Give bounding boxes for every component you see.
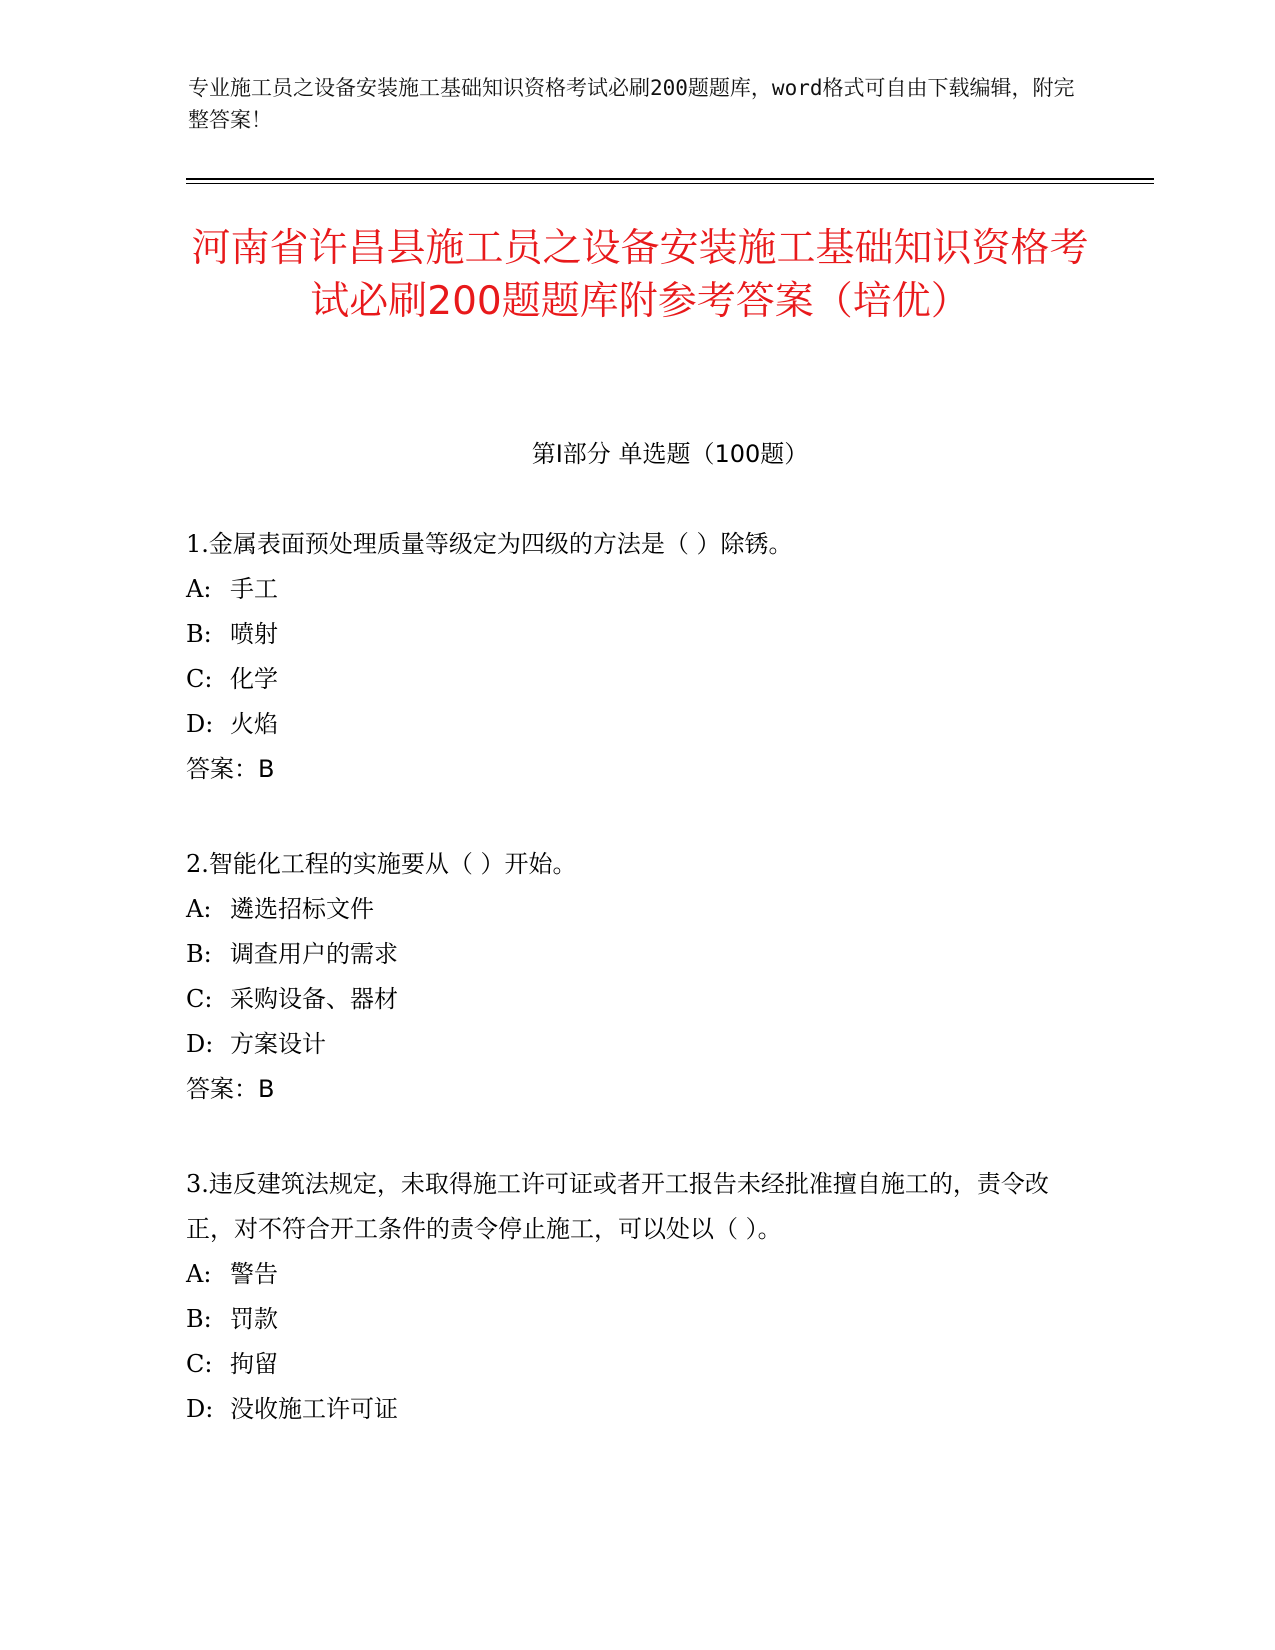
option-key: A:	[186, 895, 212, 923]
question-1	[186, 522, 1066, 792]
option-text: 喷射	[230, 620, 278, 648]
option-d	[186, 1387, 1066, 1432]
option-b	[186, 612, 1066, 657]
option-c	[186, 977, 1066, 1022]
header-divider-thick	[186, 178, 1154, 180]
option-text: 警告	[230, 1260, 278, 1288]
question-stem: 3.违反建筑法规定，未取得施工许可证或者开工报告未经批准擅自施工的，责令改正，对不符合开工条件的责令停止施工，可以处以（ ）。	[186, 1170, 1049, 1243]
option-key: D:	[186, 1395, 214, 1423]
option-text: 罚款	[230, 1305, 278, 1333]
option-text: 采购设备、器材	[230, 985, 398, 1013]
option-key: D:	[186, 710, 214, 738]
option-d	[186, 702, 1066, 747]
header-divider-thin	[186, 183, 1154, 184]
option-text: 化学	[230, 665, 278, 693]
option-c	[186, 657, 1066, 702]
option-key: D:	[186, 1030, 214, 1058]
option-key: C:	[186, 1350, 213, 1378]
answer: 答案：B	[186, 1075, 275, 1103]
option-key: C:	[186, 665, 213, 693]
option-a	[186, 887, 1066, 932]
answer: 答案：B	[186, 755, 275, 783]
option-text: 没收施工许可证	[230, 1395, 398, 1423]
option-c	[186, 1342, 1066, 1387]
option-text: 方案设计	[230, 1030, 326, 1058]
question-2	[186, 842, 1066, 1112]
option-text: 火焰	[230, 710, 278, 738]
option-text: 拘留	[230, 1350, 278, 1378]
option-b	[186, 1297, 1066, 1342]
option-key: A:	[186, 575, 212, 603]
option-a	[186, 1252, 1066, 1297]
document-title: 河南省许昌县施工员之设备安装施工基础知识资格考试必刷200题题库附参考答案（培优）	[191, 226, 1089, 324]
option-a	[186, 567, 1066, 612]
option-key: B:	[186, 620, 212, 648]
question-3	[186, 1162, 1066, 1432]
option-key: B:	[186, 1305, 212, 1333]
section-heading: 第Ⅰ部分 单选题（100题）	[531, 440, 809, 468]
option-key: C:	[186, 985, 213, 1013]
option-b	[186, 932, 1066, 977]
option-d	[186, 1022, 1066, 1067]
question-stem: 2.智能化工程的实施要从（ ）开始。	[186, 850, 577, 878]
option-key: A:	[186, 1260, 212, 1288]
question-stem: 1.金属表面预处理质量等级定为四级的方法是（ ）除锈。	[186, 530, 793, 558]
header-note: 专业施工员之设备安装施工基础知识资格考试必刷200题题库，word格式可自由下载编辑，附完整答案！	[188, 76, 1075, 132]
option-key: B:	[186, 940, 212, 968]
option-text: 调查用户的需求	[230, 940, 398, 968]
option-text: 遴选招标文件	[230, 895, 374, 923]
option-text: 手工	[230, 575, 278, 603]
